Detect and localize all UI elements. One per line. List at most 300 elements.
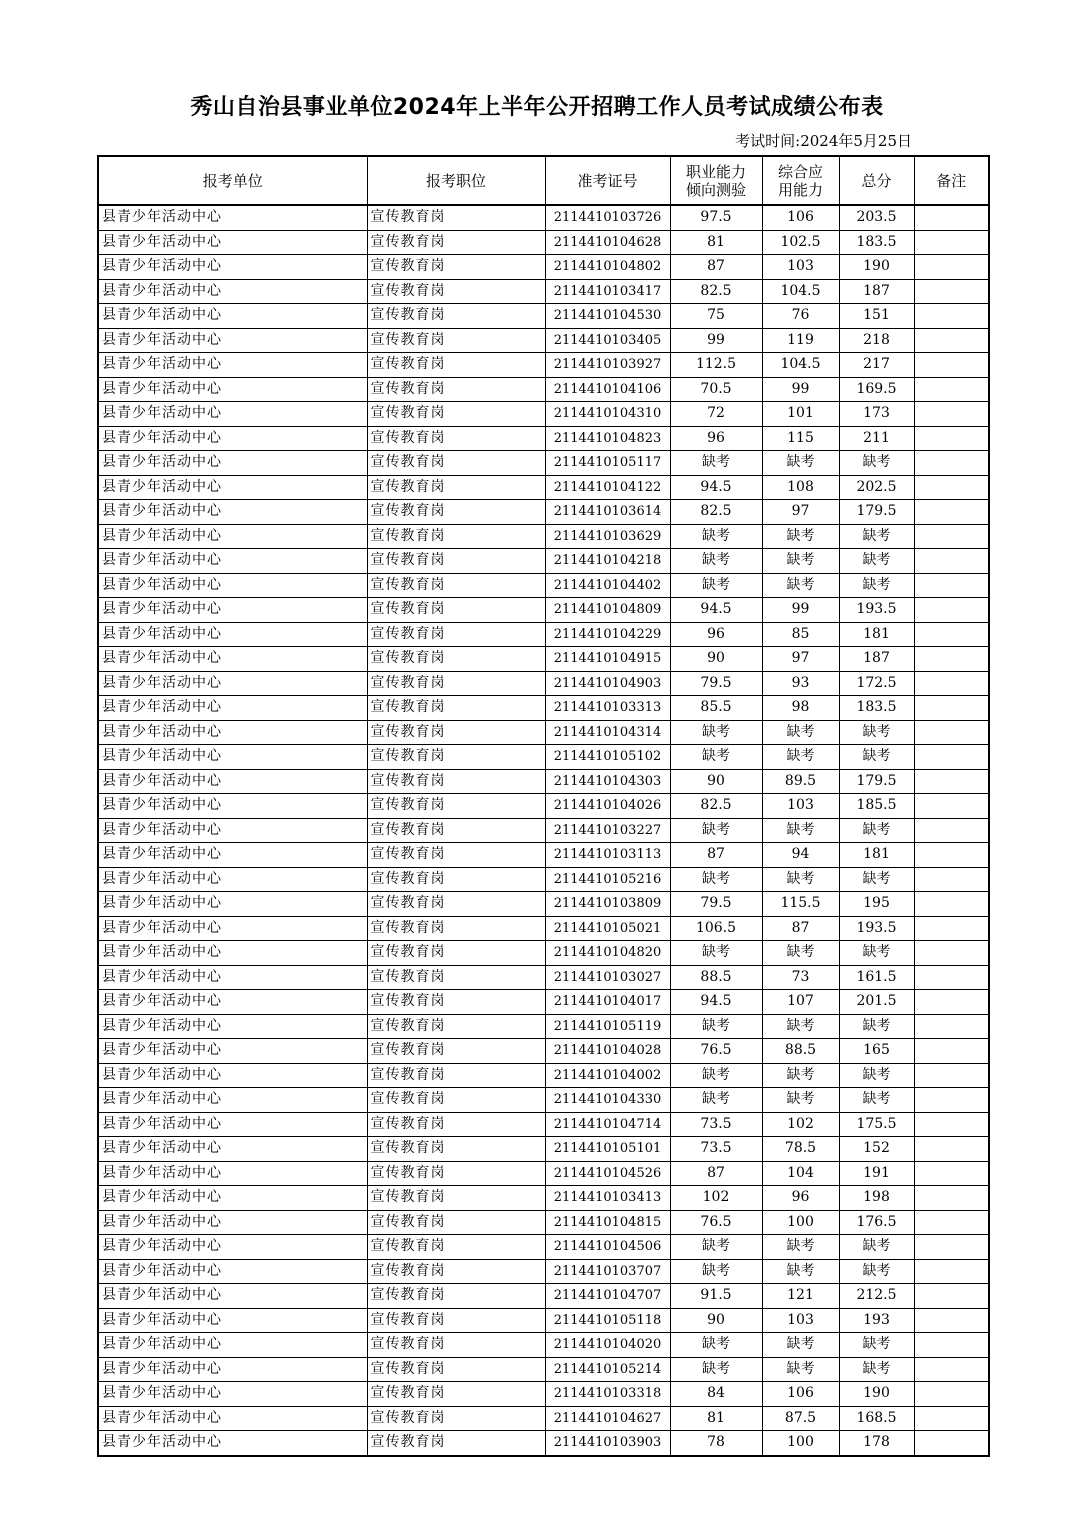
- cell-total-score: 193.5: [839, 916, 914, 941]
- cell-ticket: 2114410105117: [545, 451, 670, 476]
- cell-ticket: 2114410103629: [545, 524, 670, 549]
- cell-remark: [914, 304, 989, 329]
- cell-remark: [914, 1210, 989, 1235]
- table-row: [98, 990, 989, 1015]
- cell-ticket: 2114410103614: [545, 500, 670, 525]
- cell-aptitude-score: 94.5: [670, 990, 762, 1015]
- cell-ticket: 2114410105021: [545, 916, 670, 941]
- cell-aptitude-score: 缺考: [670, 1014, 762, 1039]
- cell-aptitude-score: 88.5: [670, 965, 762, 990]
- cell-ticket: 2114410104915: [545, 647, 670, 672]
- cell-position: 宣传教育岗: [367, 353, 545, 378]
- cell-position: 宣传教育岗: [367, 720, 545, 745]
- cell-position: 宣传教育岗: [367, 990, 545, 1015]
- table-row: [98, 818, 989, 843]
- cell-total-score: 缺考: [839, 1014, 914, 1039]
- table-row: [98, 794, 989, 819]
- cell-applied-score: 107: [762, 990, 839, 1015]
- cell-aptitude-score: 91.5: [670, 1284, 762, 1309]
- cell-ticket: 2114410104028: [545, 1039, 670, 1064]
- cell-position: 宣传教育岗: [367, 255, 545, 280]
- cell-ticket: 2114410104628: [545, 230, 670, 255]
- cell-position: 宣传教育岗: [367, 475, 545, 500]
- cell-aptitude-score: 缺考: [670, 524, 762, 549]
- cell-ticket: 2114410103313: [545, 696, 670, 721]
- cell-ticket: 2114410104815: [545, 1210, 670, 1235]
- cell-remark: [914, 426, 989, 451]
- header-aptitude: [670, 156, 762, 205]
- table-row: [98, 1014, 989, 1039]
- cell-ticket: 2114410104314: [545, 720, 670, 745]
- cell-total-score: 217: [839, 353, 914, 378]
- cell-position: 宣传教育岗: [367, 843, 545, 868]
- cell-total-score: 169.5: [839, 377, 914, 402]
- cell-unit: 县青少年活动中心: [98, 1039, 367, 1064]
- cell-ticket: 2114410104530: [545, 304, 670, 329]
- cell-unit: 县青少年活动中心: [98, 1431, 367, 1456]
- table-row: [98, 1137, 989, 1162]
- table-row: [98, 1210, 989, 1235]
- cell-aptitude-score: 90: [670, 647, 762, 672]
- cell-applied-score: 缺考: [762, 1088, 839, 1113]
- cell-aptitude-score: 缺考: [670, 451, 762, 476]
- cell-ticket: 2114410103809: [545, 892, 670, 917]
- cell-remark: [914, 769, 989, 794]
- cell-remark: [914, 1382, 989, 1407]
- document-title: 秀山自治县事业单位2024年上半年公开招聘工作人员考试成绩公布表: [190, 95, 884, 120]
- header-applied: [762, 156, 839, 205]
- cell-applied-score: 102.5: [762, 230, 839, 255]
- table-row: [98, 1406, 989, 1431]
- cell-aptitude-score: 82.5: [670, 500, 762, 525]
- cell-unit: 县青少年活动中心: [98, 1284, 367, 1309]
- table-row: [98, 1357, 989, 1382]
- header-applied-line1: 综合应: [777, 162, 823, 181]
- cell-ticket: 2114410104402: [545, 573, 670, 598]
- cell-aptitude-score: 112.5: [670, 353, 762, 378]
- cell-total-score: 202.5: [839, 475, 914, 500]
- cell-total-score: 缺考: [839, 941, 914, 966]
- cell-remark: [914, 1431, 989, 1456]
- cell-total-score: 168.5: [839, 1406, 914, 1431]
- cell-remark: [914, 843, 989, 868]
- table-row: [98, 671, 989, 696]
- cell-ticket: 2114410103927: [545, 353, 670, 378]
- cell-aptitude-score: 缺考: [670, 1333, 762, 1358]
- cell-remark: [914, 1259, 989, 1284]
- cell-position: 宣传教育岗: [367, 328, 545, 353]
- cell-ticket: 2114410104017: [545, 990, 670, 1015]
- cell-position: 宣传教育岗: [367, 647, 545, 672]
- cell-remark: [914, 818, 989, 843]
- cell-remark: [914, 941, 989, 966]
- cell-applied-score: 缺考: [762, 451, 839, 476]
- cell-applied-score: 89.5: [762, 769, 839, 794]
- cell-position: 宣传教育岗: [367, 1137, 545, 1162]
- cell-unit: 县青少年活动中心: [98, 1137, 367, 1162]
- cell-unit: 县青少年活动中心: [98, 402, 367, 427]
- cell-applied-score: 99: [762, 598, 839, 623]
- cell-remark: [914, 328, 989, 353]
- cell-total-score: 212.5: [839, 1284, 914, 1309]
- cell-total-score: 191: [839, 1161, 914, 1186]
- cell-position: 宣传教育岗: [367, 696, 545, 721]
- cell-remark: [914, 867, 989, 892]
- cell-unit: 县青少年活动中心: [98, 1210, 367, 1235]
- cell-applied-score: 104.5: [762, 279, 839, 304]
- table-row: [98, 549, 989, 574]
- cell-total-score: 187: [839, 647, 914, 672]
- cell-unit: 县青少年活动中心: [98, 230, 367, 255]
- cell-aptitude-score: 96: [670, 622, 762, 647]
- cell-remark: [914, 1357, 989, 1382]
- cell-aptitude-score: 75: [670, 304, 762, 329]
- cell-applied-score: 101: [762, 402, 839, 427]
- cell-remark: [914, 1112, 989, 1137]
- cell-unit: 县青少年活动中心: [98, 377, 367, 402]
- cell-aptitude-score: 85.5: [670, 696, 762, 721]
- cell-position: 宣传教育岗: [367, 1063, 545, 1088]
- cell-applied-score: 108: [762, 475, 839, 500]
- cell-applied-score: 76: [762, 304, 839, 329]
- cell-position: 宣传教育岗: [367, 1406, 545, 1431]
- cell-total-score: 缺考: [839, 720, 914, 745]
- cell-remark: [914, 1039, 989, 1064]
- cell-unit: 县青少年活动中心: [98, 745, 367, 770]
- table-row: [98, 205, 989, 230]
- table-row: [98, 867, 989, 892]
- cell-unit: 县青少年活动中心: [98, 965, 367, 990]
- cell-aptitude-score: 缺考: [670, 867, 762, 892]
- cell-unit: 县青少年活动中心: [98, 500, 367, 525]
- cell-unit: 县青少年活动中心: [98, 1186, 367, 1211]
- table-row: [98, 1112, 989, 1137]
- cell-ticket: 2114410104002: [545, 1063, 670, 1088]
- cell-unit: 县青少年活动中心: [98, 769, 367, 794]
- table-row: [98, 1088, 989, 1113]
- cell-total-score: 缺考: [839, 549, 914, 574]
- cell-total-score: 缺考: [839, 867, 914, 892]
- cell-unit: 县青少年活动中心: [98, 1014, 367, 1039]
- cell-remark: [914, 1137, 989, 1162]
- cell-aptitude-score: 缺考: [670, 549, 762, 574]
- cell-unit: 县青少年活动中心: [98, 328, 367, 353]
- cell-remark: [914, 1063, 989, 1088]
- cell-ticket: 2114410104714: [545, 1112, 670, 1137]
- cell-remark: [914, 255, 989, 280]
- cell-ticket: 2114410105118: [545, 1308, 670, 1333]
- table-row: [98, 426, 989, 451]
- table-row: [98, 1431, 989, 1456]
- cell-ticket: 2114410104020: [545, 1333, 670, 1358]
- cell-applied-score: 缺考: [762, 1014, 839, 1039]
- cell-applied-score: 103: [762, 255, 839, 280]
- cell-ticket: 2114410104903: [545, 671, 670, 696]
- table-row: [98, 1186, 989, 1211]
- table-row: [98, 843, 989, 868]
- cell-applied-score: 73: [762, 965, 839, 990]
- cell-applied-score: 100: [762, 1431, 839, 1456]
- cell-position: 宣传教育岗: [367, 1161, 545, 1186]
- cell-applied-score: 99: [762, 377, 839, 402]
- cell-position: 宣传教育岗: [367, 745, 545, 770]
- cell-applied-score: 缺考: [762, 573, 839, 598]
- cell-ticket: 2114410104802: [545, 255, 670, 280]
- cell-remark: [914, 1308, 989, 1333]
- cell-aptitude-score: 99: [670, 328, 762, 353]
- cell-remark: [914, 475, 989, 500]
- cell-aptitude-score: 缺考: [670, 1063, 762, 1088]
- cell-applied-score: 缺考: [762, 1063, 839, 1088]
- cell-total-score: 缺考: [839, 1357, 914, 1382]
- header-ticket: 准考证号: [545, 156, 670, 205]
- cell-total-score: 201.5: [839, 990, 914, 1015]
- cell-applied-score: 106: [762, 205, 839, 230]
- table-row: [98, 1063, 989, 1088]
- cell-aptitude-score: 73.5: [670, 1112, 762, 1137]
- cell-position: 宣传教育岗: [367, 892, 545, 917]
- cell-aptitude-score: 缺考: [670, 1259, 762, 1284]
- cell-ticket: 2114410103707: [545, 1259, 670, 1284]
- cell-total-score: 198: [839, 1186, 914, 1211]
- cell-applied-score: 94: [762, 843, 839, 868]
- cell-position: 宣传教育岗: [367, 205, 545, 230]
- cell-unit: 县青少年活动中心: [98, 426, 367, 451]
- cell-unit: 县青少年活动中心: [98, 255, 367, 280]
- cell-aptitude-score: 73.5: [670, 1137, 762, 1162]
- table-row: [98, 916, 989, 941]
- cell-total-score: 190: [839, 1382, 914, 1407]
- cell-aptitude-score: 94.5: [670, 598, 762, 623]
- cell-unit: 县青少年活动中心: [98, 1357, 367, 1382]
- cell-remark: [914, 1284, 989, 1309]
- cell-remark: [914, 1333, 989, 1358]
- cell-total-score: 缺考: [839, 1063, 914, 1088]
- cell-aptitude-score: 90: [670, 769, 762, 794]
- cell-applied-score: 100: [762, 1210, 839, 1235]
- cell-total-score: 175.5: [839, 1112, 914, 1137]
- cell-remark: [914, 205, 989, 230]
- cell-ticket: 2114410104506: [545, 1235, 670, 1260]
- cell-ticket: 2114410104303: [545, 769, 670, 794]
- table-row: [98, 1039, 989, 1064]
- table-row: [98, 500, 989, 525]
- cell-total-score: 203.5: [839, 205, 914, 230]
- cell-unit: 县青少年活动中心: [98, 475, 367, 500]
- cell-applied-score: 115.5: [762, 892, 839, 917]
- cell-applied-score: 98: [762, 696, 839, 721]
- cell-applied-score: 119: [762, 328, 839, 353]
- cell-remark: [914, 916, 989, 941]
- cell-aptitude-score: 90: [670, 1308, 762, 1333]
- table-row: [98, 304, 989, 329]
- cell-total-score: 218: [839, 328, 914, 353]
- cell-position: 宣传教育岗: [367, 1382, 545, 1407]
- cell-aptitude-score: 96: [670, 426, 762, 451]
- cell-aptitude-score: 70.5: [670, 377, 762, 402]
- cell-position: 宣传教育岗: [367, 1259, 545, 1284]
- table-body: [98, 205, 989, 1456]
- cell-total-score: 176.5: [839, 1210, 914, 1235]
- cell-remark: [914, 965, 989, 990]
- cell-aptitude-score: 79.5: [670, 671, 762, 696]
- cell-total-score: 151: [839, 304, 914, 329]
- cell-total-score: 172.5: [839, 671, 914, 696]
- cell-remark: [914, 377, 989, 402]
- cell-aptitude-score: 97.5: [670, 205, 762, 230]
- cell-applied-score: 缺考: [762, 1235, 839, 1260]
- cell-ticket: 2114410104229: [545, 622, 670, 647]
- cell-total-score: 缺考: [839, 745, 914, 770]
- cell-ticket: 2114410104823: [545, 426, 670, 451]
- cell-ticket: 2114410104820: [545, 941, 670, 966]
- cell-position: 宣传教育岗: [367, 1308, 545, 1333]
- cell-unit: 县青少年活动中心: [98, 892, 367, 917]
- cell-position: 宣传教育岗: [367, 573, 545, 598]
- header-total: 总分: [839, 156, 914, 205]
- table-row: [98, 475, 989, 500]
- cell-total-score: 193.5: [839, 598, 914, 623]
- header-applied-line2: 用能力: [777, 180, 823, 199]
- cell-position: 宣传教育岗: [367, 622, 545, 647]
- cell-total-score: 165: [839, 1039, 914, 1064]
- cell-unit: 县青少年活动中心: [98, 1235, 367, 1260]
- cell-position: 宣传教育岗: [367, 377, 545, 402]
- cell-position: 宣传教育岗: [367, 1431, 545, 1456]
- table-row: [98, 279, 989, 304]
- cell-unit: 县青少年活动中心: [98, 720, 367, 745]
- table-row: [98, 1259, 989, 1284]
- table-row: [98, 892, 989, 917]
- cell-total-score: 缺考: [839, 1333, 914, 1358]
- table-row: [98, 1382, 989, 1407]
- cell-remark: [914, 402, 989, 427]
- cell-unit: 县青少年活动中心: [98, 205, 367, 230]
- cell-applied-score: 缺考: [762, 1333, 839, 1358]
- table-row: [98, 1308, 989, 1333]
- cell-unit: 县青少年活动中心: [98, 696, 367, 721]
- cell-aptitude-score: 缺考: [670, 941, 762, 966]
- cell-aptitude-score: 82.5: [670, 279, 762, 304]
- cell-applied-score: 106: [762, 1382, 839, 1407]
- cell-unit: 县青少年活动中心: [98, 622, 367, 647]
- cell-position: 宣传教育岗: [367, 1088, 545, 1113]
- cell-position: 宣传教育岗: [367, 304, 545, 329]
- table-row: [98, 1161, 989, 1186]
- cell-unit: 县青少年活动中心: [98, 647, 367, 672]
- cell-ticket: 2114410104809: [545, 598, 670, 623]
- cell-ticket: 2114410105216: [545, 867, 670, 892]
- cell-applied-score: 78.5: [762, 1137, 839, 1162]
- cell-applied-score: 103: [762, 1308, 839, 1333]
- cell-aptitude-score: 87: [670, 1161, 762, 1186]
- cell-position: 宣传教育岗: [367, 1014, 545, 1039]
- cell-ticket: 2114410105214: [545, 1357, 670, 1382]
- cell-ticket: 2114410104627: [545, 1406, 670, 1431]
- cell-unit: 县青少年活动中心: [98, 573, 367, 598]
- cell-unit: 县青少年活动中心: [98, 1259, 367, 1284]
- cell-position: 宣传教育岗: [367, 549, 545, 574]
- table-header: [98, 156, 989, 205]
- table-row: [98, 647, 989, 672]
- cell-remark: [914, 1014, 989, 1039]
- cell-ticket: 2114410103726: [545, 205, 670, 230]
- table-row: [98, 696, 989, 721]
- cell-applied-score: 87: [762, 916, 839, 941]
- cell-position: 宣传教育岗: [367, 867, 545, 892]
- cell-ticket: 2114410103417: [545, 279, 670, 304]
- cell-unit: 县青少年活动中心: [98, 279, 367, 304]
- cell-remark: [914, 696, 989, 721]
- cell-position: 宣传教育岗: [367, 524, 545, 549]
- cell-applied-score: 缺考: [762, 720, 839, 745]
- cell-total-score: 缺考: [839, 451, 914, 476]
- cell-unit: 县青少年活动中心: [98, 524, 367, 549]
- cell-aptitude-score: 106.5: [670, 916, 762, 941]
- cell-applied-score: 104.5: [762, 353, 839, 378]
- cell-position: 宣传教育岗: [367, 1357, 545, 1382]
- cell-ticket: 2114410103903: [545, 1431, 670, 1456]
- table-row: [98, 720, 989, 745]
- table-row: [98, 377, 989, 402]
- cell-remark: [914, 500, 989, 525]
- cell-remark: [914, 353, 989, 378]
- cell-total-score: 195: [839, 892, 914, 917]
- table-row: [98, 524, 989, 549]
- cell-unit: 县青少年活动中心: [98, 671, 367, 696]
- cell-position: 宣传教育岗: [367, 818, 545, 843]
- cell-total-score: 193: [839, 1308, 914, 1333]
- cell-position: 宣传教育岗: [367, 794, 545, 819]
- cell-remark: [914, 598, 989, 623]
- cell-applied-score: 缺考: [762, 818, 839, 843]
- cell-unit: 县青少年活动中心: [98, 1112, 367, 1137]
- table-row: [98, 598, 989, 623]
- cell-position: 宣传教育岗: [367, 1284, 545, 1309]
- cell-total-score: 181: [839, 622, 914, 647]
- cell-aptitude-score: 102: [670, 1186, 762, 1211]
- cell-total-score: 183.5: [839, 696, 914, 721]
- cell-position: 宣传教育岗: [367, 451, 545, 476]
- cell-aptitude-score: 缺考: [670, 1357, 762, 1382]
- cell-remark: [914, 1088, 989, 1113]
- cell-applied-score: 121: [762, 1284, 839, 1309]
- table-row: [98, 1284, 989, 1309]
- table-row: [98, 622, 989, 647]
- cell-aptitude-score: 82.5: [670, 794, 762, 819]
- cell-unit: 县青少年活动中心: [98, 1406, 367, 1431]
- cell-position: 宣传教育岗: [367, 1235, 545, 1260]
- cell-position: 宣传教育岗: [367, 230, 545, 255]
- cell-position: 宣传教育岗: [367, 1039, 545, 1064]
- header-row: [98, 156, 989, 205]
- cell-unit: 县青少年活动中心: [98, 451, 367, 476]
- scores-table: [97, 155, 990, 1457]
- cell-applied-score: 85: [762, 622, 839, 647]
- cell-ticket: 2114410104330: [545, 1088, 670, 1113]
- cell-position: 宣传教育岗: [367, 1210, 545, 1235]
- cell-ticket: 2114410104707: [545, 1284, 670, 1309]
- cell-applied-score: 87.5: [762, 1406, 839, 1431]
- cell-aptitude-score: 81: [670, 1406, 762, 1431]
- cell-ticket: 2114410104526: [545, 1161, 670, 1186]
- cell-unit: 县青少年活动中心: [98, 1382, 367, 1407]
- cell-total-score: 183.5: [839, 230, 914, 255]
- cell-unit: 县青少年活动中心: [98, 843, 367, 868]
- cell-unit: 县青少年活动中心: [98, 353, 367, 378]
- cell-total-score: 190: [839, 255, 914, 280]
- cell-applied-score: 115: [762, 426, 839, 451]
